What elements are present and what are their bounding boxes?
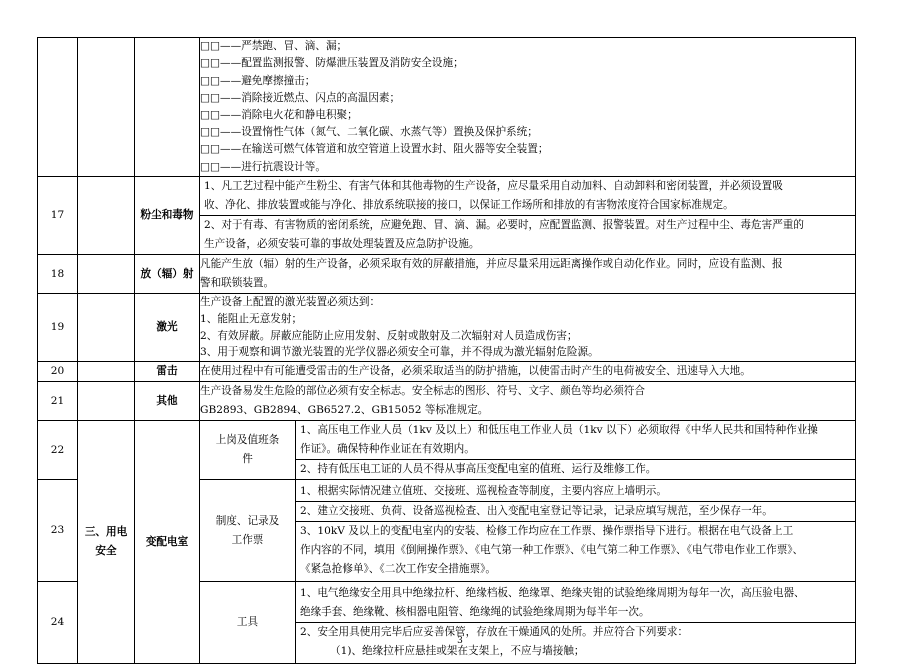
content-line: 2、有效屏蔽。屏蔽应能防止应用发射、反射或散射及二次辐射对人员造成伤害； xyxy=(200,329,578,342)
row-18-content xyxy=(200,255,856,294)
row-20-content xyxy=(200,362,856,382)
item-text: 《紧急抢修单》、《二次工作安全措施票》。 xyxy=(300,563,496,576)
row-18-category xyxy=(78,255,135,294)
content-line: 在使用过程中有可能遭受雷击的生产设备，必须采取适当的防护措施，以使雷击时产生的电荷被安全、迅速导入大地。 xyxy=(200,365,751,378)
row-19-title: 激光 xyxy=(135,294,200,362)
row-19-num: 19 xyxy=(38,294,78,362)
content-line: GB2893、GB2894、GB6527.2、GB15052 等标准规定。 xyxy=(200,404,489,417)
content-line: 警和联锁装置。 xyxy=(200,277,275,289)
row-19 xyxy=(38,294,856,362)
fire-measure-line: □□——配置监测报警、防爆泄压装置及消防安全设施； xyxy=(200,57,464,70)
row-20-num: 20 xyxy=(38,362,78,382)
row-24-label: 工具 xyxy=(200,582,296,664)
fire-measure-line: □□——避免摩擦撞击； xyxy=(200,74,316,87)
row-24-num: 24 xyxy=(38,582,78,664)
item-text: 收、净化、排放装置或能与净化、排放系统联接的接口，以保证工作场所和排放的有害物浓度符合国家标准规定。 xyxy=(204,199,734,211)
row-17-content xyxy=(200,177,856,255)
category-line: 三、用电 xyxy=(84,526,128,539)
row-21-title: 其他 xyxy=(135,382,200,421)
row-22-item xyxy=(296,460,855,479)
item-text: 1、凡工艺过程中能产生粉尘、有害气体和其他毒物的生产设备，应尽量采用自动加料、自动卸料和密闭装置，并必须设置吸 xyxy=(204,180,783,192)
category-line: 安全 xyxy=(95,545,117,558)
row-16-category xyxy=(78,38,135,177)
content-line: 3、用于观察和调节激光装置的光学仪器必须安全可靠，并不得成为激光辐射危险源。 xyxy=(200,346,599,359)
item-text: 绝缘手套、绝缘靴、核相器电阻管、绝缘绳的试验绝缘周期为每半年一次。 xyxy=(300,606,650,619)
row-18-title: 放（辐）射 xyxy=(135,255,200,294)
fire-measure-line: □□——消除接近燃点、闪点的高温因素； xyxy=(200,91,401,104)
row-20 xyxy=(38,362,856,382)
row-19-content xyxy=(200,294,856,362)
row-19-category xyxy=(78,294,135,362)
row-21-category xyxy=(78,382,135,421)
label-line: 上岗及值班条 xyxy=(215,434,280,447)
item-text: 2、安全用具使用完毕后应妥善保管，存放在干燥通风的处所。并应符合下列要求： xyxy=(300,626,689,639)
item-text: 2、建立交接班、负荷、设备巡视检查、出入变配电室登记等记录，记录应填写规范，至少保存一年。 xyxy=(300,505,773,518)
content-line: 1、能阻止无意发射； xyxy=(200,312,303,325)
fire-measure-line: □□——设置惰性气体（氮气、二氧化碳、水蒸气等）置换及保护系统； xyxy=(200,126,538,139)
item-text: 2、持有低压电工证的人员不得从事高压变配电室的值班、运行及维修工作。 xyxy=(300,463,657,476)
row-16-num xyxy=(38,38,78,177)
electrical-safety-category xyxy=(78,421,135,664)
item-text: 3、10kV 及以上的变配电室内的安装、检修工作均应在工作票、操作票指导下进行。根据在电气设备上工 xyxy=(300,525,794,538)
row-20-category xyxy=(78,362,135,382)
row-23-content xyxy=(296,480,856,582)
fire-measure-line: □□——严禁跑、冒、滴、漏； xyxy=(200,40,348,53)
row-23-label xyxy=(200,480,296,582)
page-number: 3 xyxy=(457,636,463,646)
item-text: 1、电气绝缘安全用具中绝缘拉杆、绝缘档板、绝缘罩、绝缘夹钳的试验绝缘周期为每年一次，高压验电器、 xyxy=(300,587,805,600)
row-23-item xyxy=(296,482,855,502)
row-17-num: 17 xyxy=(38,177,78,255)
row-23-item xyxy=(296,502,855,522)
row-21-num: 21 xyxy=(38,382,78,421)
item-text: 作证》。确保特种作业证在有效期内。 xyxy=(300,443,475,456)
label-line: 工作票 xyxy=(231,533,264,546)
sub-item-text: （1)、绝缘拉杆应悬挂或架在支架上，不应与墙接触； xyxy=(330,645,585,658)
row-22-item xyxy=(296,421,855,460)
label-line: 制度、记录及 xyxy=(215,514,280,527)
row-17-title: 粉尘和毒物 xyxy=(135,177,200,255)
row-21 xyxy=(38,382,856,421)
row-22-content xyxy=(296,421,856,480)
item-text: 1、高压电工作业人员（1kv 及以上）和低压电工作业人员（1kv 以下）必须取得《中华人民共和国特种作业操 xyxy=(300,424,818,437)
row-24-content xyxy=(296,582,856,664)
row-24-item xyxy=(296,584,855,623)
row-17-item xyxy=(200,177,855,216)
item-text: 生产设备，必须安装可靠的事故处理装置及应急防护设施。 xyxy=(204,238,480,250)
item-text: 作内容的不同，填用《倒闸操作票》、《电气第一种工作票》、《电气第二种工作票》、《电气带电作业工作票》、 xyxy=(300,544,804,557)
item-text: 2、对于有毒、有害物质的密闭系统，应避免跑、冒、滴、漏。必要时，应配置监测、报警装置。对生产过程中尘、毒危害严重的 xyxy=(204,219,804,231)
row-22 xyxy=(38,421,856,480)
fire-measure-line: □□——在输送可燃气体管道和放空管道上设置水封、阻火器等安全装置； xyxy=(200,143,549,156)
row-20-title: 雷击 xyxy=(135,362,200,382)
row-17-item xyxy=(200,216,855,254)
fire-measure-line: □□——进行抗震设计等。 xyxy=(200,160,326,173)
row-18-num: 18 xyxy=(38,255,78,294)
row-22-label xyxy=(200,421,296,480)
row-16-title xyxy=(135,38,200,177)
content-line: 生产设备易发生危险的部位必须有安全标志。安全标志的图形、符号、文字、颜色等均必须符合 xyxy=(200,385,645,398)
row-17 xyxy=(38,177,856,255)
label-line: 件 xyxy=(242,453,253,466)
row-16-content xyxy=(200,38,856,177)
row-23-item xyxy=(296,522,855,579)
row-23-num: 23 xyxy=(38,480,78,582)
content-line: 凡能产生放（辐）射的生产设备，必须采取有效的屏蔽措施，并应尽量采用远距离操作或自动化作业。同时，应设有监测、报 xyxy=(200,258,783,270)
row-18 xyxy=(38,255,856,294)
row-16 xyxy=(38,38,856,177)
row-21-content xyxy=(200,382,856,421)
substation-subcategory: 变配电室 xyxy=(135,421,200,664)
safety-standards-table xyxy=(37,37,856,664)
row-17-category xyxy=(78,177,135,255)
fire-measure-line: □□——消除电火花和静电积聚； xyxy=(200,109,358,121)
row-22-num: 22 xyxy=(38,421,78,480)
item-text: 1、根据实际情况建立值班、交接班、巡视检查等制度，主要内容应上墙明示。 xyxy=(300,485,667,498)
content-line: 生产设备上配置的激光装置必须达到： xyxy=(200,296,381,308)
